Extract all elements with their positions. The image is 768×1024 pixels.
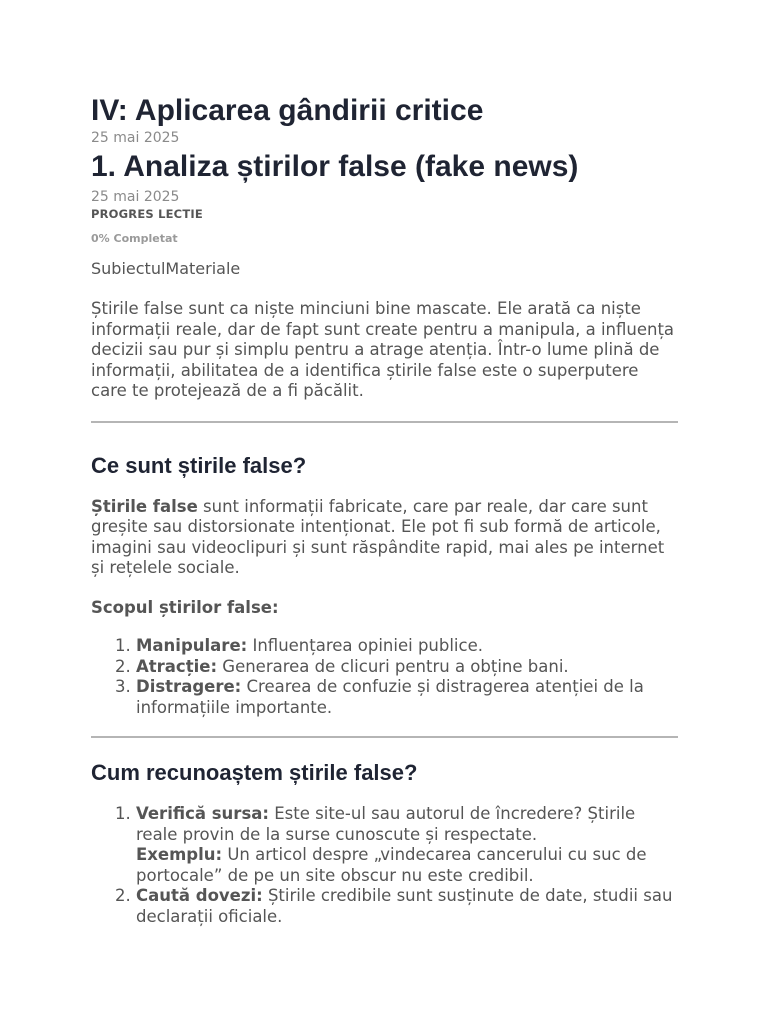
tab-materiale[interactable]: Materiale (165, 259, 241, 278)
divider (91, 421, 678, 423)
list-item (136, 886, 678, 927)
list-item-text: Crearea de confuzie și distragerea atenției de la informațiile importante. (136, 677, 644, 717)
progress-value: 0% Completat (91, 232, 178, 245)
definition-term: Știrile false (91, 496, 198, 516)
recognition-list (91, 804, 678, 927)
list-item-text: Influențarea opiniei publice. (247, 636, 483, 655)
purpose-subheading: Scopul știrilor false: (91, 597, 279, 617)
section-heading-what: Ce sunt știrile false? (91, 452, 307, 478)
list-item-text: Este site-ul sau autorul de încredere? Știrile reale provin de la surse cunoscute și respectate. (136, 804, 636, 844)
list-item-term: Distragere: (136, 677, 242, 696)
list-item (136, 657, 678, 678)
list-item (136, 677, 678, 718)
definition-text: sunt informații fabricate, care par reale, dar care sunt greșite sau distorsionate intenționat. Ele pot fi sub formă de articole, imagini sau videoclipuri și sunt răspândite rapid, mai ales pe internet și rețelele sociale. (91, 496, 665, 577)
course-title: IV: Aplicarea gândirii critice (91, 94, 484, 127)
list-item-term: Manipulare: (136, 636, 248, 655)
intro-paragraph: Știrile false sunt ca niște minciuni bine mascate. Ele arată ca niște informații reale, dar de fapt sunt create pentru a manipula, a influența decizii sau pur și simplu pentru a atrage atenția. Într-o lume plină de informații, abilitatea de a identifica știrile false este o superputere care te protejează de a fi păcălit. (91, 299, 675, 400)
divider (91, 736, 678, 738)
lesson-title: 1. Analiza știrilor false (fake news) (91, 150, 579, 183)
definition-paragraph (91, 497, 678, 579)
list-item (136, 804, 678, 886)
progress-label: PROGRES LECTIE (91, 207, 203, 221)
list-item-term: Atracție: (136, 656, 218, 676)
course-date: 25 mai 2025 (91, 130, 180, 146)
lesson-tabs (91, 259, 678, 279)
tab-subiectul[interactable]: Subiectul (91, 259, 166, 278)
lesson-date: 25 mai 2025 (91, 189, 180, 205)
list-item-term: Verifică sursa: (136, 804, 269, 823)
list-item-text: Generarea de clicuri pentru a obține bani. (217, 656, 569, 676)
list-item (136, 636, 678, 657)
section-heading-how: Cum recunoaștem știrile false? (91, 760, 418, 785)
example-label: Exemplu: (136, 845, 223, 864)
list-item-term: Caută dovezi: (136, 886, 263, 905)
example-text: Un articol despre „vindecarea cancerului cu suc de portocale” de pe un site obscur nu este credibil. (136, 845, 647, 885)
purpose-list (91, 636, 678, 718)
list-item-text: Știrile credibile sunt susținute de date, studii sau declarații oficiale. (136, 886, 673, 926)
